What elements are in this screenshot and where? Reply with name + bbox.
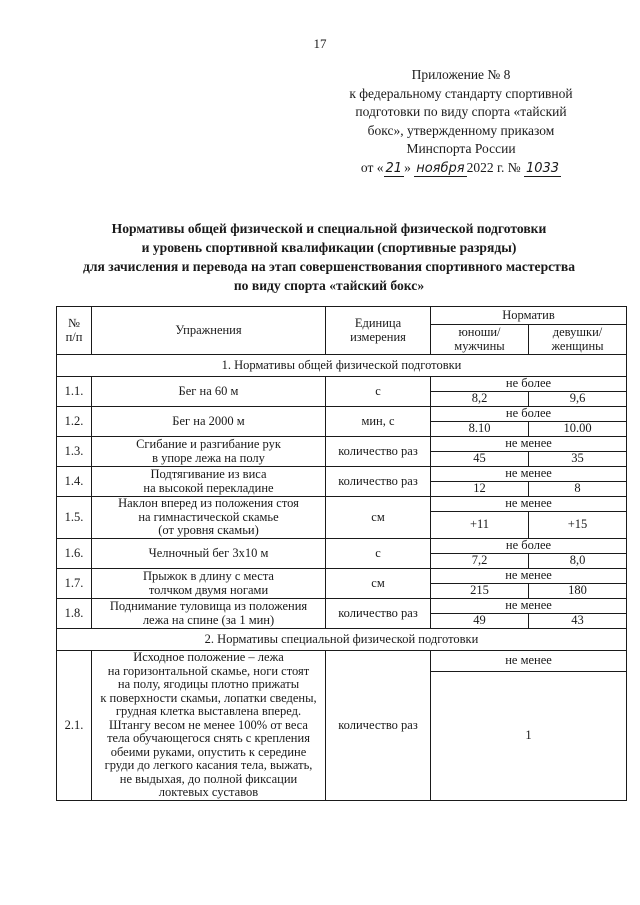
row-unit: количество раз [326, 467, 431, 497]
page-number: 17 [313, 36, 327, 51]
header-exercise: Упражнения [92, 307, 326, 355]
title-line: для зачисления и перевода на этап совершенствования спортивного мастерства [82, 259, 575, 274]
appendix-line: к федеральному стандарту спортивной [349, 85, 573, 101]
row-exercise: Сгибание и разгибание рук в упоре лежа на полу [92, 437, 326, 467]
table-row [57, 651, 627, 672]
row-exercise: Подтягивание из виса на высокой перекладине [92, 467, 326, 497]
row-condition: не менее [431, 651, 627, 672]
row-num: 1.4. [57, 467, 92, 497]
row-unit: мин, с [326, 407, 431, 437]
table-row [57, 569, 627, 584]
appendix-line: бокс», утвержденному приказом [367, 122, 555, 138]
handwritten-month: ноября [416, 160, 465, 176]
row-unit: количество раз [326, 599, 431, 629]
row-num: 1.6. [57, 539, 92, 569]
row-num: 1.7. [57, 569, 92, 599]
appendix-line: Минспорта России [406, 141, 516, 156]
document-title [40, 219, 618, 295]
row-exercise: Наклон вперед из положения стоя на гимнастической скамье (от уровня скамьи) [92, 497, 326, 539]
section-title-2: 2. Нормативы специальной физической подготовки [57, 629, 627, 651]
row-male-value: 215 [431, 584, 529, 599]
row-female-value: 43 [529, 614, 627, 629]
row-male-value: 8,2 [431, 392, 529, 407]
table-row [57, 539, 627, 554]
table-row [57, 467, 627, 482]
row-exercise: Поднимание туловища из положения лежа на спине (за 1 мин) [92, 599, 326, 629]
row-exercise: Челночный бег 3х10 м [92, 539, 326, 569]
row-condition: не менее [431, 437, 627, 452]
row-condition: не более [431, 377, 627, 392]
title-line: по виду спорта «тайский бокс» [233, 278, 425, 293]
row-male-value: 49 [431, 614, 529, 629]
section-title-1: 1. Нормативы общей физической подготовки [57, 355, 627, 377]
header-norm: Норматив [431, 307, 627, 325]
row-exercise: Исходное положение – лежа на горизонтальной скамье, ноги стоят на полу, ягодицы плотно прижаты к поверхности скамьи, лопатки сведены, грудная клетка выставлена вперед. Штангу весом не менее 100% от веса тела обучающегося снять с крепления обеими руками, опустить к середине груди до легкого касания тела, выжать, не выдыхая, до полной фиксации локтевых суставов [92, 651, 326, 801]
row-unit: см [326, 497, 431, 539]
row-male-value: 8.10 [431, 422, 529, 437]
row-exercise: Бег на 2000 м [92, 407, 326, 437]
row-unit: с [326, 539, 431, 569]
row-female-value: +15 [529, 512, 627, 539]
row-male-value: +11 [431, 512, 529, 539]
handwritten-day: 21 [385, 160, 403, 176]
table-row [57, 599, 627, 614]
section-row [57, 355, 627, 377]
norms-table-body [57, 307, 627, 801]
row-value: 1 [431, 672, 627, 801]
appendix-line: Приложение № 8 [411, 67, 511, 82]
date-mid: » [404, 159, 411, 175]
table-row [57, 437, 627, 452]
row-male-value: 7,2 [431, 554, 529, 569]
row-num: 1.2. [57, 407, 92, 437]
title-line: и уровень спортивной квалификации (спортивные разряды) [141, 240, 517, 255]
row-female-value: 180 [529, 584, 627, 599]
row-condition: не менее [431, 599, 627, 614]
order-date-line [300, 159, 622, 178]
row-female-value: 10.00 [529, 422, 627, 437]
row-female-value: 35 [529, 452, 627, 467]
header-num: № п/п [57, 307, 92, 355]
row-num: 2.1. [57, 651, 92, 801]
row-male-value: 45 [431, 452, 529, 467]
row-num: 1.1. [57, 377, 92, 407]
table-row [57, 407, 627, 422]
row-condition: не более [431, 407, 627, 422]
row-condition: не менее [431, 497, 627, 512]
row-unit: количество раз [326, 651, 431, 801]
title-line: Нормативы общей физической и специальной физической подготовки [111, 221, 547, 236]
row-unit: с [326, 377, 431, 407]
row-unit: см [326, 569, 431, 599]
row-unit: количество раз [326, 437, 431, 467]
row-female-value: 8,0 [529, 554, 627, 569]
row-num: 1.8. [57, 599, 92, 629]
row-male-value: 12 [431, 482, 529, 497]
row-exercise: Прыжок в длину с места толчком двумя ногами [92, 569, 326, 599]
row-female-value: 9,6 [529, 392, 627, 407]
header-unit: Единица измерения [326, 307, 431, 355]
handwritten-order-number: 1033 [525, 160, 560, 176]
appendix-header [300, 66, 622, 177]
row-condition: не менее [431, 569, 627, 584]
row-num: 1.5. [57, 497, 92, 539]
row-condition: не более [431, 539, 627, 554]
header-female: девушки/ женщины [529, 325, 627, 355]
row-condition: не менее [431, 467, 627, 482]
header-row [57, 307, 627, 325]
norms-table [56, 306, 627, 801]
row-female-value: 8 [529, 482, 627, 497]
date-prefix: от « [360, 159, 384, 175]
appendix-line: подготовки по виду спорта «тайский [355, 104, 567, 119]
header-male: юноши/ мужчины [431, 325, 529, 355]
date-year: 2022 г. № [466, 159, 521, 175]
section-row [57, 629, 627, 651]
row-exercise: Бег на 60 м [92, 377, 326, 407]
table-row [57, 377, 627, 392]
table-row [57, 497, 627, 512]
row-num: 1.3. [57, 437, 92, 467]
